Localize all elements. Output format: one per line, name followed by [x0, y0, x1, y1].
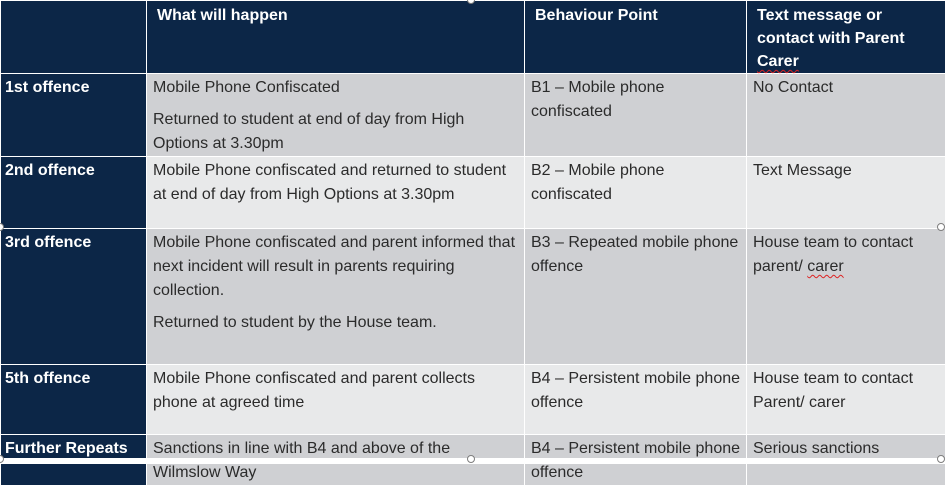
parent-contact-cell: Text Message [747, 157, 945, 229]
behaviour-point-cell: B3 – Repeated mobile phone offence [525, 229, 747, 365]
row-label: 5th offence [1, 365, 147, 435]
header-corner-cell [1, 1, 147, 74]
cell-paragraph: Returned to student at end of day from High Options at 3.30pm [153, 108, 519, 156]
row-label: 1st offence [1, 74, 147, 157]
parent-contact-cell: House team to contact parent/ carer [747, 229, 945, 365]
row-label: Further Repeats [1, 435, 147, 486]
resize-handle-right[interactable] [937, 223, 945, 231]
parent-contact-cell: No Contact [747, 74, 945, 157]
what-will-happen-cell [147, 229, 525, 365]
what-will-happen-cell [147, 365, 525, 435]
header-parent-contact: Text message or contact with Parent Carer [747, 1, 945, 74]
parent-contact-cell: House team to contact Parent/ carer [747, 365, 945, 435]
cell-paragraph: Mobile Phone confiscated and returned to student at end of day from High Options at 3.30pm [153, 159, 519, 207]
table-row [1, 157, 945, 229]
cell-paragraph: Returned to student by the House team. [153, 311, 519, 335]
cell-paragraph: Mobile Phone confiscated and parent informed that next incident will result in parents requiring collection. [153, 231, 519, 303]
behaviour-point-cell: B2 – Mobile phone confiscated [525, 157, 747, 229]
table-row [1, 74, 945, 157]
resize-handle-bottom-right[interactable] [937, 455, 945, 463]
spellcheck-underline: Carer [757, 53, 799, 70]
table-row [1, 229, 945, 365]
cell-paragraph: Sanctions in line with B4 and above of the Wilmslow Way [153, 437, 519, 485]
behaviour-point-cell: B4 – Persistent mobile phone offence [525, 365, 747, 435]
header-what-will-happen: What will happen [147, 1, 525, 74]
parent-contact-cell: Serious sanctions [747, 435, 945, 486]
row-label: 2nd offence [1, 157, 147, 229]
resize-handle-bottom[interactable] [467, 455, 475, 463]
what-will-happen-cell [147, 74, 525, 157]
behaviour-point-cell: B1 – Mobile phone confiscated [525, 74, 747, 157]
row-label: 3rd offence [1, 229, 147, 365]
header-row [1, 1, 945, 74]
behaviour-point-cell: B4 – Persistent mobile phone offence [525, 435, 747, 486]
cell-paragraph: Mobile Phone Confiscated [153, 76, 519, 100]
table-row [1, 365, 945, 435]
spellcheck-underline: carer [807, 258, 843, 275]
what-will-happen-cell [147, 157, 525, 229]
cell-paragraph: Mobile Phone confiscated and parent collects phone at agreed time [153, 367, 519, 415]
header-behaviour-point: Behaviour Point [525, 1, 747, 74]
